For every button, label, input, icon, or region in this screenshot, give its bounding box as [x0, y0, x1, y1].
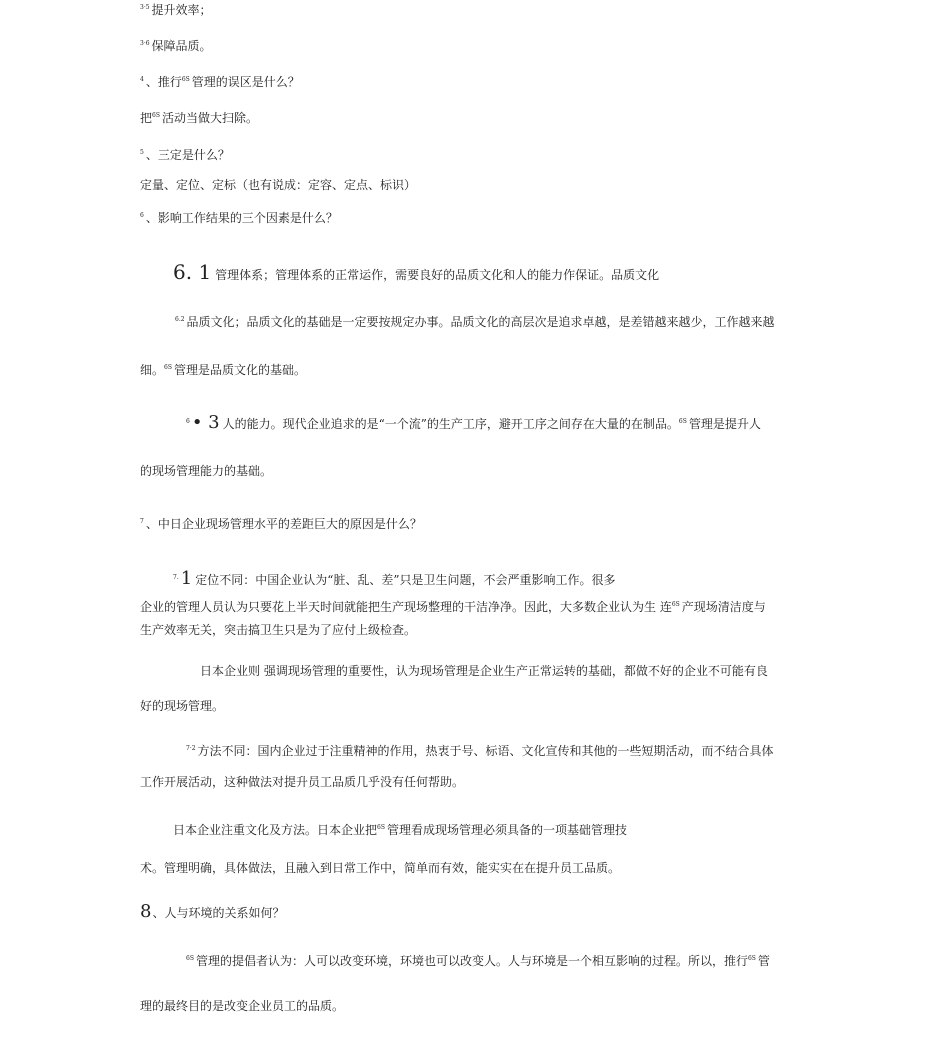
question-6: $^6$ 、影响工作结果的三个因素是什么？: [140, 211, 338, 225]
item-3-5: $^{3\cdot 5}$ 提升效率；: [140, 3, 212, 17]
item-6-3: $^6$ • 3 人的能力。现代企业追求的是“一个流”的生产工序，避开工序之间存在大量的在制品。$^{6S}$ 管理是提升人: [186, 412, 761, 433]
question-5: $^5$ 、三定是什么？: [140, 148, 230, 162]
paragraph-japan-2: 日本企业注重文化及方法。日本企业把$^{6S}$ 管理看成现场管理必须具备的一项基础管理技: [173, 823, 627, 837]
question-8: 8、人与环境的关系如何？: [140, 901, 285, 922]
item-7-1: $^{7.}$ 1 定位不同：中国企业认为“脏、乱、差”只是卫生问题，不会严重影响工作。很多: [173, 568, 616, 589]
item-6-2: $^{6.2}$ 品质文化；品质文化的基础是一定要按规定办事。品质文化的高层次是追求卓越，是差错越来越少，工作越来越: [175, 315, 775, 329]
item-7-2: $^{7\cdot 2}$ 方法不同：国内企业过于注重精神的作用，热衷于号、标语、文化宣传和其他的一些短期活动，而不结合具体: [186, 744, 774, 758]
item-3-6: $^{3\cdot 6}$ 保障品质。: [140, 39, 212, 53]
paragraph-japan-1-cont: 好的现场管理。: [140, 699, 225, 713]
item-6-2-cont: 细。$^{6S}$ 管理是品质文化的基础。: [140, 363, 306, 377]
answer-8-cont: 理的最终目的是改变企业员工的品质。: [140, 999, 345, 1013]
paragraph-japan-2-cont: 术。管理明确，具体做法，且融入到日常工作中，简单而有效，能实实在在提升员工品质。: [140, 861, 621, 875]
item-6-1: 6. 1 管理体系；管理体系的正常运作，需要良好的品质文化和人的能力作保证。品质文化: [173, 260, 660, 284]
question-4: $^4$ 、推行$^{6S}$ 管理的误区是什么？: [140, 75, 300, 89]
paragraph-japan-1: 日本企业则 强调现场管理的重要性，认为现场管理是企业生产正常运转的基础，都做不好的企业不可能有良: [200, 664, 768, 678]
answer-5: 定量、定位、定标（也有说成：定容、定点、标识）: [140, 178, 417, 192]
item-7-2-cont: 工作开展活动，这种做法对提升员工品质几乎没有任何帮助。: [140, 775, 465, 789]
item-7-1-cont-1: 企业的管理人员认为只要花上半天时间就能把生产现场整理的干洁净净。因此，大多数企业认为生 连$^{6S}$ 产现场清洁度与: [140, 600, 766, 614]
question-7: $^7$ 、中日企业现场管理水平的差距巨大的原因是什么？: [140, 517, 422, 531]
item-7-1-cont-2: 生产效率无关，突击搞卫生只是为了应付上级检查。: [140, 623, 417, 637]
answer-8: $^{6S}$ 管理的提倡者认为：人可以改变环境，环境也可以改变人。人与环境是一个相互影响的过程。所以，推行$^{6S}$ 管: [186, 954, 770, 968]
item-6-3-cont: 的现场管理能力的基础。: [140, 464, 273, 478]
answer-4: 把$^{6S}$ 活动当做大扫除。: [140, 111, 258, 125]
